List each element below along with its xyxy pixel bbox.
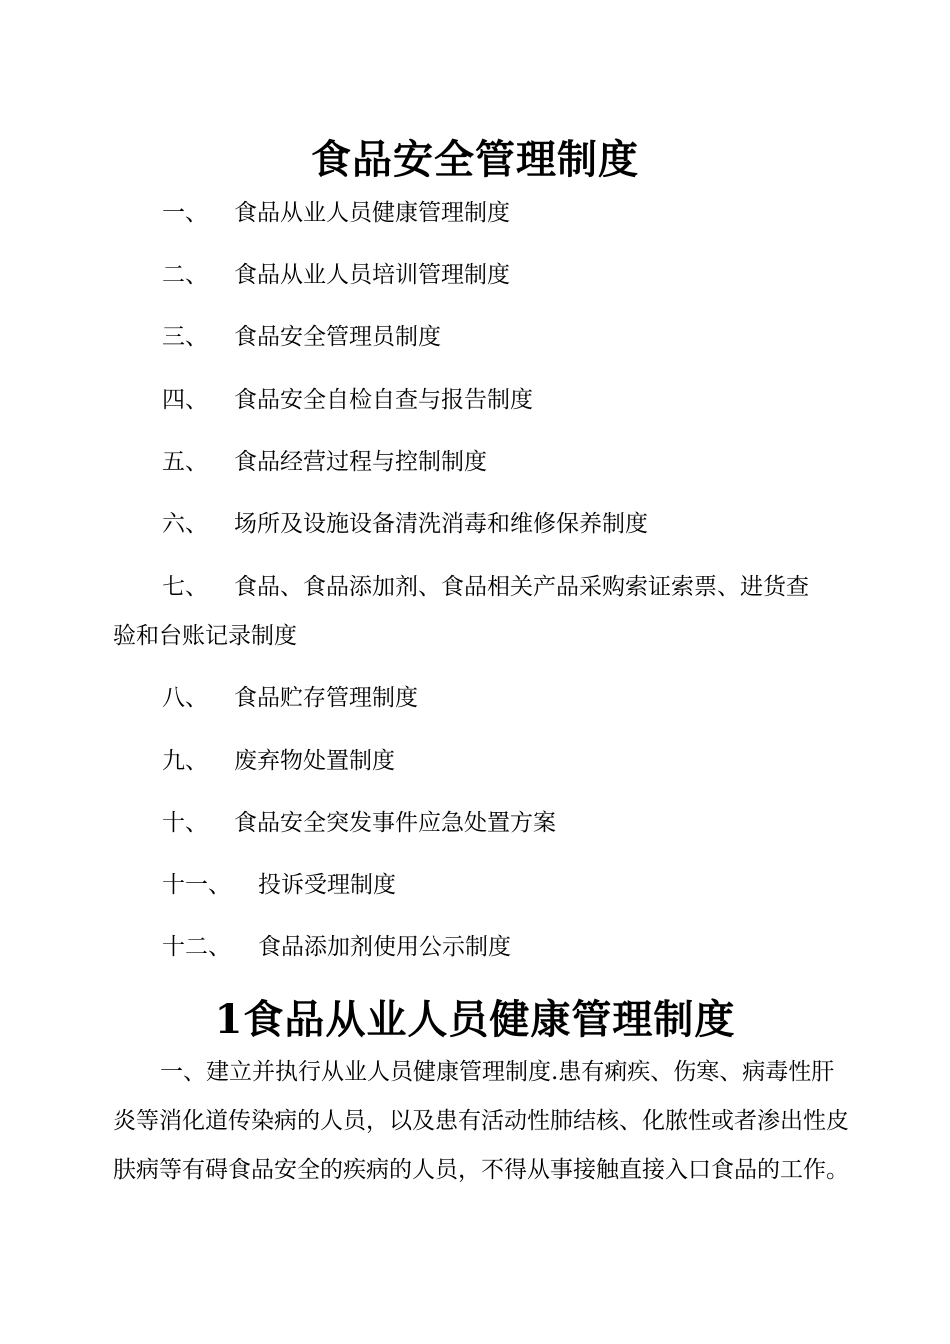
toc-item-10 — [162, 808, 556, 838]
toc-number: 七、 — [162, 574, 208, 600]
toc-item-8 — [162, 683, 418, 713]
toc-number: 五、 — [162, 449, 208, 475]
paragraph-line: 肤病等有碍食品安全的疾病的人员，不得从事接触直接入口食品的工作。 — [113, 1157, 849, 1183]
document-title: 食品安全管理制度 — [311, 136, 639, 183]
toc-item-2 — [162, 260, 510, 290]
toc-item-7 — [162, 572, 809, 602]
toc-item-7-continuation: 验和台账记录制度 — [113, 623, 297, 649]
paragraph-line: 一、建立并执行从业人员健康管理制度.患有痢疾、伤寒、病毒性肝 — [160, 1059, 835, 1085]
toc-number: 九、 — [162, 748, 208, 774]
paragraph-line: 炎等消化道传染病的人员，以及患有活动性肺结核、化脓性或者渗出性皮 — [113, 1108, 849, 1134]
toc-text: 食品经营过程与控制制度 — [234, 449, 487, 475]
toc-text: 食品安全自检自查与报告制度 — [234, 387, 533, 413]
toc-item-5 — [162, 447, 487, 477]
toc-text: 食品添加剂使用公示制度 — [258, 934, 511, 960]
toc-number: 十一、 — [162, 872, 231, 898]
section-title: 1食品从业人员健康管理制度 — [214, 996, 736, 1043]
toc-number: 十二、 — [162, 934, 231, 960]
toc-item-11 — [162, 870, 396, 900]
toc-text: 废弃物处置制度 — [234, 748, 395, 774]
toc-item-9 — [162, 746, 395, 776]
toc-item-6 — [162, 509, 648, 539]
toc-number: 一、 — [162, 200, 208, 226]
toc-item-4 — [162, 385, 533, 415]
toc-item-12 — [162, 932, 511, 962]
toc-text: 投诉受理制度 — [258, 872, 396, 898]
toc-text: 食品贮存管理制度 — [234, 685, 418, 711]
toc-number: 四、 — [162, 387, 208, 413]
toc-text: 食品从业人员健康管理制度 — [234, 200, 510, 226]
toc-item-3 — [162, 322, 441, 352]
toc-number: 二、 — [162, 262, 208, 288]
toc-item-1 — [162, 198, 510, 228]
toc-text: 食品安全管理员制度 — [234, 324, 441, 350]
toc-text: 食品安全突发事件应急处置方案 — [234, 810, 556, 836]
toc-number: 三、 — [162, 324, 208, 350]
toc-text: 食品从业人员培训管理制度 — [234, 262, 510, 288]
toc-number: 十、 — [162, 810, 208, 836]
toc-number: 八、 — [162, 685, 208, 711]
toc-text: 食品、食品添加剂、食品相关产品采购索证索票、进货查 — [234, 574, 809, 600]
toc-text: 场所及设施设备清洗消毒和维修保养制度 — [234, 511, 648, 537]
toc-number: 六、 — [162, 511, 208, 537]
